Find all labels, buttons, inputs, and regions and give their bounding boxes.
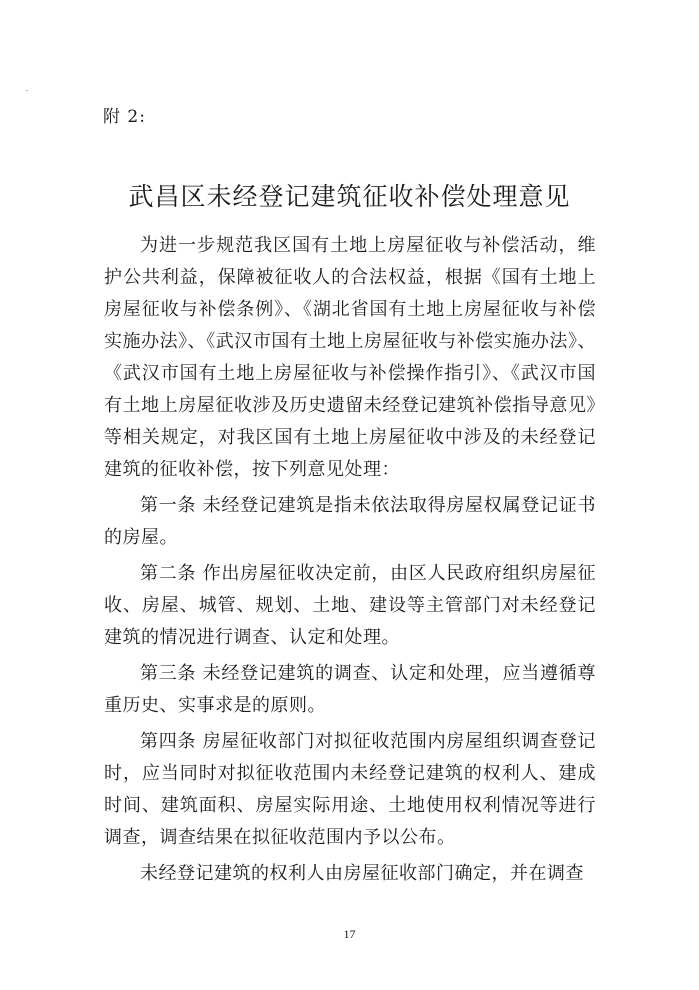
document-title: 武昌区未经登记建筑征收补偿处理意见 bbox=[128, 181, 571, 211]
paragraph-article-3: 第三条 未经登记建筑的调查、认定和处理，应当遵循尊重历史、实事求是的原则。 bbox=[104, 663, 596, 716]
scan-mark bbox=[26, 90, 28, 91]
page-number: 17 bbox=[343, 927, 356, 941]
attachment-label: 附 2: bbox=[103, 107, 146, 127]
paragraph-article-4: 第四条 房屋征收部门对拟征收范围内房屋组织调查登记时，应当同时对拟征收范围内未经登记建筑的权利人、建成时间、建筑面积、房屋实际用途、土地使用权利情况等进行调查，调查结果在拟征收范围内予以公布。 bbox=[104, 731, 596, 848]
paragraph-preamble: 为进一步规范我区国有土地上房屋征收与补偿活动，维护公共利益，保障被征收人的合法权益，根据《国有土地上房屋征收与补偿条例》、《湖北省国有土地上房屋征收与补偿实施办法》、《武汉市国有土地上房屋征收与补偿实施办法》、《武汉市国有土地上房屋征收与补偿操作指引》、《武汉市国有土地上房屋征收涉及历史遗留未经登记建筑补偿指导意见》等相关规定，对我区国有土地上房屋征收中涉及的未经登记建筑的征收补偿，按下列意见处理： bbox=[104, 235, 596, 480]
paragraph-article-1: 第一条 未经登记建筑是指未依法取得房屋权属登记证书的房屋。 bbox=[104, 495, 596, 548]
paragraph-article-4-continued: 未经登记建筑的权利人由房屋征收部门确定，并在调查 bbox=[140, 863, 584, 884]
document-body bbox=[104, 230, 596, 890]
paragraph-article-2: 第二条 作出房屋征收决定前，由区人民政府组织房屋征收、房屋、城管、规划、土地、建设等主管部门对未经登记建筑的情况进行调查、认定和处理。 bbox=[104, 563, 596, 648]
